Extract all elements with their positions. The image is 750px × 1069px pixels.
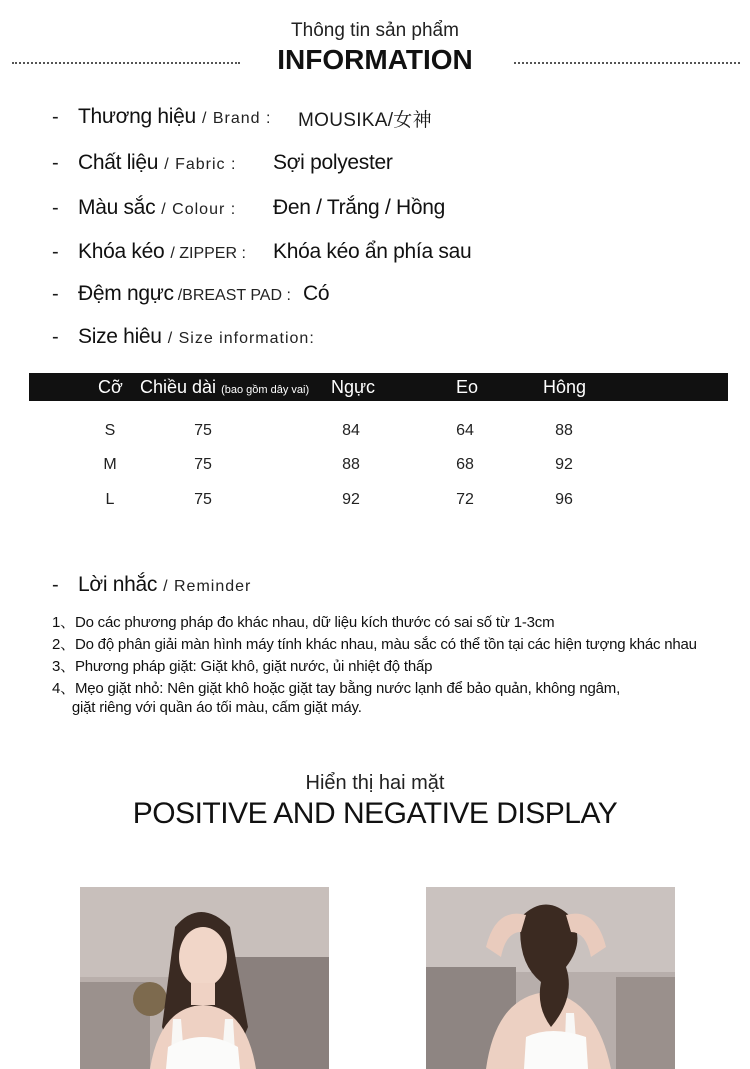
front-photo-illustration xyxy=(80,887,329,1069)
size-info-label: Size hiêu xyxy=(78,325,162,348)
zipper-label: Khóa kéo xyxy=(78,240,165,263)
header-waist: Eo xyxy=(456,377,479,397)
info-subtitle: Thông tin sản phẩm xyxy=(291,20,459,41)
fabric-label: Chất liệu xyxy=(78,151,159,174)
cell-waist: 68 xyxy=(456,456,474,473)
cell-size: L xyxy=(105,491,115,508)
cell-length: 75 xyxy=(194,491,212,508)
reminder-note: 4、Mẹo giặt nhỏ: Nên giặt khô hoặc giặt tay bằng nước lạnh để bảo quản, không ngâm, xyxy=(52,680,621,697)
reminder-label-en: / Reminder xyxy=(163,578,252,595)
cell-bust: 84 xyxy=(342,422,360,439)
cell-waist: 72 xyxy=(456,491,474,508)
reminder-note: 1、Do các phương pháp đo khác nhau, dữ liệu kích thước có sai số từ 1-3cm xyxy=(52,614,555,631)
info-row-brand: - Thương hiệu / Brand : xyxy=(52,105,272,128)
front-view-photo xyxy=(80,887,329,1069)
reminder-note: giặt riêng với quần áo tối màu, cấm giặt máy. xyxy=(52,699,362,716)
header-hip: Hông xyxy=(543,377,587,397)
info-row-fabric: - Chất liệu / Fabric : xyxy=(52,151,237,174)
info-row-colour: - Màu sắc / Colour : xyxy=(52,196,237,219)
cell-bust: 92 xyxy=(342,491,360,508)
colour-label: Màu sắc xyxy=(78,196,156,219)
breast-pad-value: Có xyxy=(303,282,330,305)
cell-size: M xyxy=(103,456,117,473)
info-row-breast-pad: - Đệm ngực /BREAST PAD : xyxy=(52,282,291,305)
info-row-size: - Size hiêu / Size information: xyxy=(52,325,315,348)
reminder-note: 3、Phương pháp giặt: Giặt khô, giặt nước, ủi nhiệt độ thấp xyxy=(52,658,433,675)
reminder-heading: - Lời nhắc / Reminder xyxy=(52,573,252,596)
brand-label-en: / Brand : xyxy=(201,110,272,127)
reminder-label: Lời nhắc xyxy=(78,573,158,596)
colour-label-en: / Colour : xyxy=(161,201,237,218)
display-subtitle: Hiển thị hai mặt xyxy=(305,772,445,794)
info-row-zipper: - Khóa kéo / ZIPPER : xyxy=(52,240,246,263)
fabric-label-en: / Fabric : xyxy=(164,156,237,173)
zipper-value: Khóa kéo ẩn phía sau xyxy=(273,240,472,263)
right-dotted-divider xyxy=(514,62,740,64)
reminder-note: 2、Do độ phân giải màn hình máy tính khác nhau, màu sắc có thể tồn tại các hiện tượng khác nhau xyxy=(52,636,697,653)
header-bust: Ngực xyxy=(331,377,376,397)
breast-pad-label-en: /BREAST PAD : xyxy=(177,287,291,304)
zipper-label-en: / ZIPPER : xyxy=(170,245,246,262)
cell-length: 75 xyxy=(194,456,212,473)
info-title: INFORMATION xyxy=(277,44,473,75)
fabric-value: Sợi polyester xyxy=(273,151,393,174)
cell-hip: 96 xyxy=(555,491,573,508)
breast-pad-label: Đệm ngực xyxy=(78,282,174,305)
size-info-label-en: / Size information: xyxy=(167,330,315,347)
back-view-photo xyxy=(426,887,675,1069)
cell-hip: 92 xyxy=(555,456,573,473)
header-length-note: (bao gồm dây vai) xyxy=(221,384,310,396)
display-title: POSITIVE AND NEGATIVE DISPLAY xyxy=(132,797,618,830)
colour-value: Đen / Trắng / Hồng xyxy=(273,196,446,219)
cell-waist: 64 xyxy=(456,422,474,439)
brand-label: Thương hiệu xyxy=(78,105,196,128)
back-photo-illustration xyxy=(426,887,675,1069)
header-size: Cỡ xyxy=(98,377,123,397)
cell-bust: 88 xyxy=(342,456,360,473)
cell-hip: 88 xyxy=(555,422,573,439)
cell-size: S xyxy=(104,422,116,439)
cell-length: 75 xyxy=(194,422,212,439)
header-length: Chiều dài (bao gồm dây vai) xyxy=(140,377,310,397)
brand-value: MOUSIKA/女神 xyxy=(298,110,432,131)
size-table-header xyxy=(29,373,728,401)
